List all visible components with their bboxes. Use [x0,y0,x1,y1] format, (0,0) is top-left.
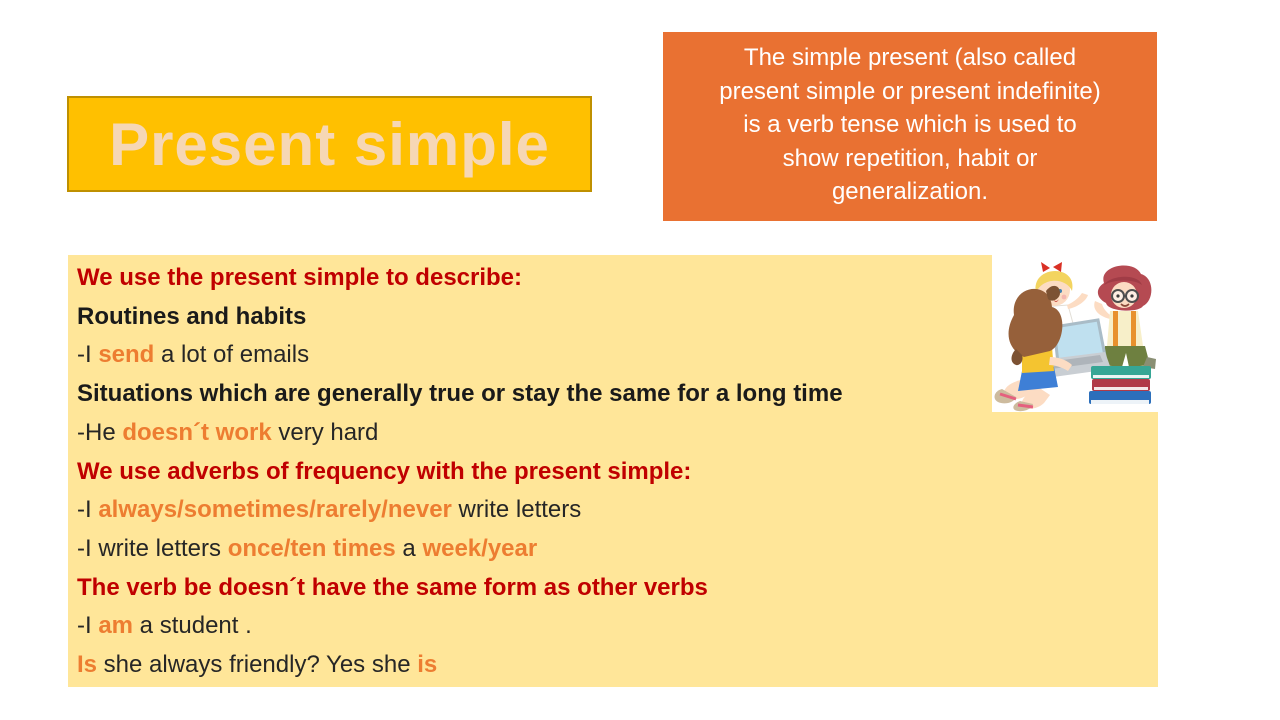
text-segment: -I write letters [77,534,228,562]
children-studying-illustration [992,253,1158,412]
text-segment: send [98,341,155,369]
children-studying-clipart-svg [992,253,1158,412]
content-line [77,607,1158,646]
text-segment: always/sometimes/rarely/never [98,496,452,524]
text-segment: a lot of emails [154,341,310,369]
text-segment: doesn´t work [122,418,272,446]
text-segment: very hard [271,418,379,446]
text-segment: am [98,612,134,640]
text-segment: a [395,534,423,562]
definition-box [663,32,1157,221]
text-segment: -I [77,341,99,369]
text-segment: she always friendly? Yes she [97,651,418,679]
text-segment: week/year [422,534,538,562]
text-segment: Routines and habits [77,302,307,330]
text-segment: Is [77,651,98,679]
content-line [77,646,1158,685]
slide-title: Present simple [109,110,550,178]
definition-line: show repetition, habit or [782,144,1038,172]
text-segment: We use adverbs of frequency with the present simple: [77,457,692,485]
content-line [77,414,1158,453]
content-line [77,453,1158,492]
text-segment: Situations which are generally true or stay the same for a long time [77,380,843,408]
text-segment: is [417,651,438,679]
text-segment: once/ten times [227,534,396,562]
text-segment: -I [77,496,99,524]
books-stack [1089,366,1151,404]
text-segment: -I [77,612,99,640]
text-segment: -He [77,418,123,446]
text-segment: a student . [133,612,252,640]
definition-line: present simple or present indefinite) [719,77,1101,105]
definition-line: The simple present (also called [743,44,1077,71]
title-box [67,96,592,192]
text-segment: The verb be doesn´t have the same form as other verbs [77,573,708,601]
content-line [77,569,1158,608]
text-segment: write letters [451,496,582,524]
definition-line: is a verb tense which is used to [743,111,1077,139]
definition-line: generalization. [831,178,989,206]
content-line [77,530,1158,569]
content-line [77,491,1158,530]
text-segment: We use the present simple to describe: [77,264,523,291]
